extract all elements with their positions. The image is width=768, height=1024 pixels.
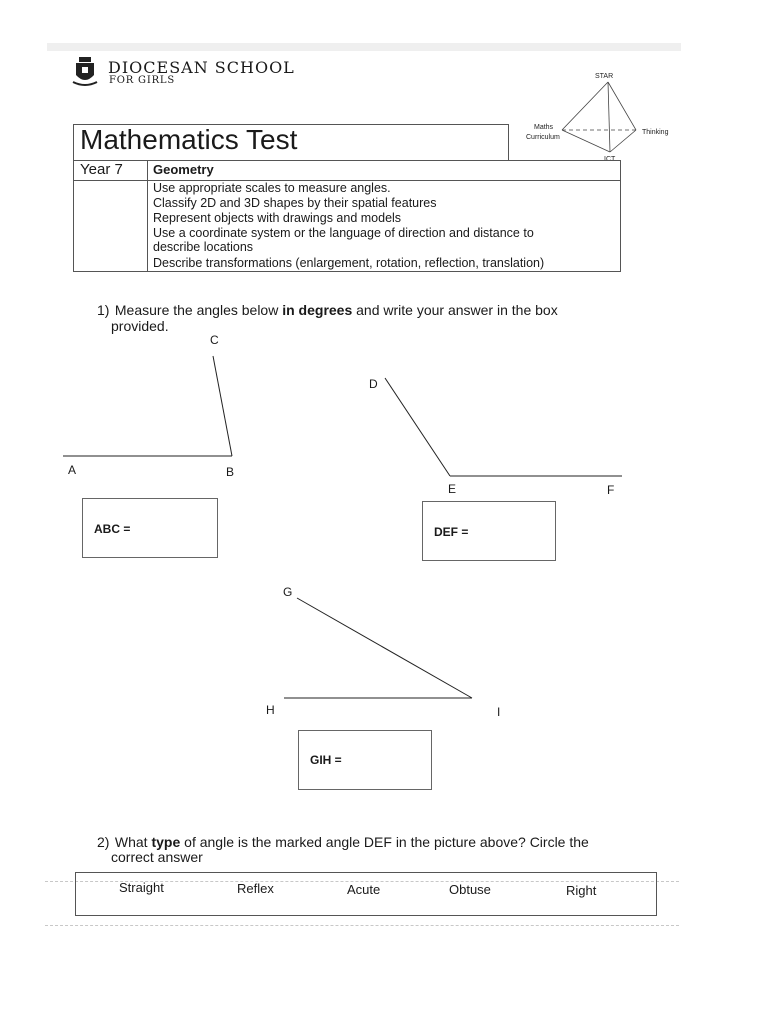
option-reflex[interactable]: Reflex [237, 881, 274, 896]
objective-item: Classify 2D and 3D shapes by their spatial features [153, 196, 437, 210]
option-obtuse[interactable]: Obtuse [449, 882, 491, 897]
question-1-text-line2: provided. [111, 318, 169, 334]
pyramid-left-label-2: Curriculum [526, 134, 560, 141]
option-straight[interactable]: Straight [119, 880, 164, 895]
pyramid-left-label: Maths [534, 124, 554, 131]
scan-dashed-line [45, 925, 679, 926]
pyramid-right-label: Thinking [642, 129, 669, 136]
ray-bc [213, 356, 232, 456]
point-label-b: B [226, 465, 235, 479]
question-2-text-line2: correct answer [111, 849, 203, 865]
school-name: DIOCESAN SCHOOL [108, 58, 295, 77]
point-label-c: C [210, 333, 219, 347]
point-label-i: I [497, 705, 501, 719]
objective-item: Use a coordinate system or the language of direction and distance to [153, 226, 534, 240]
question-1-text: 1) Measure the angles below in degrees and write your answer in the box [97, 302, 558, 318]
pyramid-bottom-label: ICT [604, 156, 616, 163]
point-label-f: F [607, 483, 615, 497]
option-acute[interactable]: Acute [347, 882, 381, 897]
page-title: Mathematics Test [80, 124, 298, 155]
pyramid-top-label: STAR [595, 73, 614, 80]
objective-item: Represent objects with drawings and models [153, 211, 402, 225]
point-label-h: H [266, 703, 275, 717]
objective-item: Use appropriate scales to measure angles. [153, 181, 391, 195]
objective-item: Describe transformations (enlargement, rotation, reflection, translation) [153, 256, 545, 270]
ray-ed [385, 378, 450, 476]
topic-label: Geometry [153, 162, 214, 177]
ray-ig [297, 598, 472, 698]
school-name-sub: FOR GIRLS [109, 75, 176, 86]
point-label-e: E [448, 482, 457, 496]
year-label: Year 7 [80, 161, 123, 178]
question-1-number: 1) [97, 302, 110, 318]
objective-item: describe locations [153, 240, 254, 254]
answer-label-def: DEF = [434, 525, 469, 539]
point-label-a: A [68, 463, 77, 477]
answer-label-abc: ABC = [94, 522, 131, 536]
answer-label-gih: GIH = [310, 753, 342, 767]
question-2-number: 2) [97, 834, 110, 850]
option-right[interactable]: Right [566, 883, 597, 898]
question-2-text: 2) What type of angle is the marked angle DEF in the picture above? Circle the [97, 834, 589, 850]
point-label-d: D [369, 377, 378, 391]
point-label-g: G [283, 585, 293, 599]
